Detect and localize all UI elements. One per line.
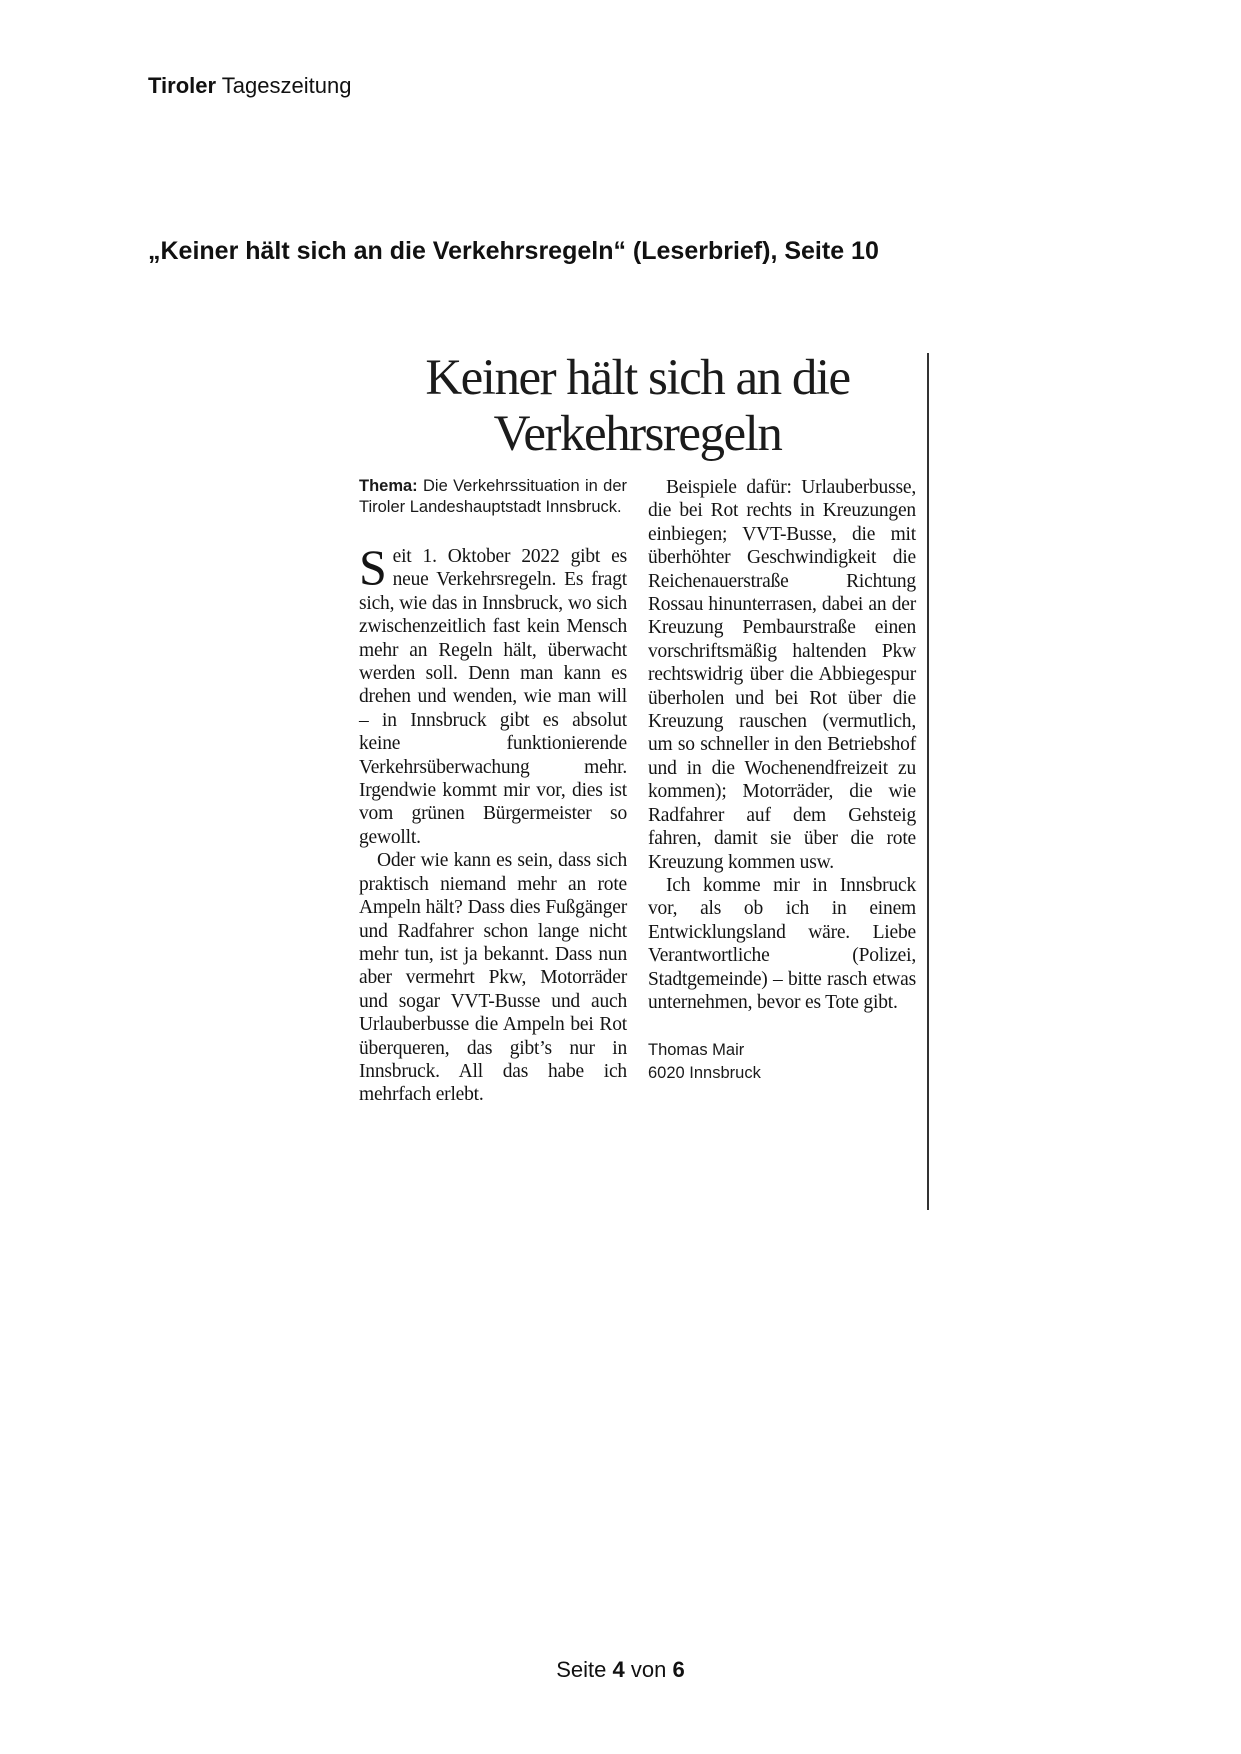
signature bbox=[648, 1039, 916, 1085]
footer-total-pages: 6 bbox=[672, 1657, 685, 1682]
headline-line-2: Verkehrsregeln bbox=[493, 406, 782, 462]
masthead-bold: Tiroler bbox=[148, 73, 217, 98]
topic-text: Die Verkehrssituation in der Tiroler Landeshauptstadt Innsbruck. bbox=[359, 477, 627, 516]
page-footer bbox=[0, 1657, 1241, 1683]
document-heading: „Keiner hält sich an die Verkehrsregeln“ (Leserbrief), Seite 10 bbox=[148, 237, 879, 265]
paragraph-2: Oder wie kann es sein, dass sich praktisch niemand mehr an rote Ampeln hält? Dass dies Fußgänger und Radfahrer schon lange nicht mehr tun, ist ja bekannt. Dass nun aber vermehrt Pkw, Motorräder und sogar VVT-Busse und auch Urlauberbusse die Ampeln bei Rot überqueren, das gibt’s nur in Innsbruck. All das habe ich mehrfach erlebt. bbox=[359, 850, 627, 1106]
masthead-regular: Tageszeitung bbox=[221, 73, 352, 98]
author-location: 6020 Innsbruck bbox=[648, 1064, 761, 1083]
footer-middle: von bbox=[630, 1657, 667, 1682]
topic-line bbox=[359, 476, 627, 518]
drop-cap: S bbox=[359, 539, 387, 595]
headline-line-1: Keiner hält sich an die bbox=[425, 350, 850, 406]
article-headline bbox=[355, 350, 920, 462]
column-rule bbox=[927, 353, 929, 1210]
paragraph-1 bbox=[359, 539, 627, 849]
column-right bbox=[648, 476, 916, 1085]
masthead bbox=[148, 73, 351, 99]
topic-label: Thema: bbox=[359, 477, 418, 495]
footer-current-page: 4 bbox=[612, 1657, 625, 1682]
footer-prefix: Seite bbox=[556, 1657, 607, 1682]
paragraph-1-text: eit 1. Oktober 2022 gibt es neue Verkehrsregeln. Es fragt sich, wie das in Innsbruck, wo sich zwischenzeitlich fast kein Mensch mehr an Regeln hält, überwacht werden soll. Denn man kann es drehen und wenden, wie man will – in Innsbruck gibt es absolut keine funktionierende Verkehrsüberwachung mehr. Irgendwie kommt mir vor, dies ist vom grünen Bürgermeister so gewollt. bbox=[359, 546, 627, 848]
column-left bbox=[359, 476, 627, 1107]
paragraph-3: Beispiele dafür: Urlauberbusse, die bei Rot rechts in Kreuzungen einbiegen; VVT-Busse, die mit überhöhter Geschwindigkeit die Reichenauerstraße Richtung Rossau hinunterrasen, dabei an der Kreuzung Pembaurstraße einen vorschriftsmäßig haltenden Pkw rechtswidrig über die Abbiegespur überholen und bei Rot über die Kreuzung rauschen (vermutlich, um so schneller in den Betriebshof und in die Wochenendfreizeit zu kommen); Motorräder, die wie Radfahrer auf dem Gehsteig fahren, damit sie über die rote Kreuzung kommen usw. bbox=[648, 477, 916, 873]
author-name: Thomas Mair bbox=[648, 1041, 745, 1060]
paragraph-4: Ich komme mir in Innsbruck vor, als ob ich in einem Entwicklungsland wäre. Liebe Verantwortliche (Polizei, Stadtgemeinde) – bitte rasch etwas unternehmen, bevor es Tote gibt. bbox=[648, 874, 916, 1013]
newspaper-clipping bbox=[355, 350, 930, 1210]
